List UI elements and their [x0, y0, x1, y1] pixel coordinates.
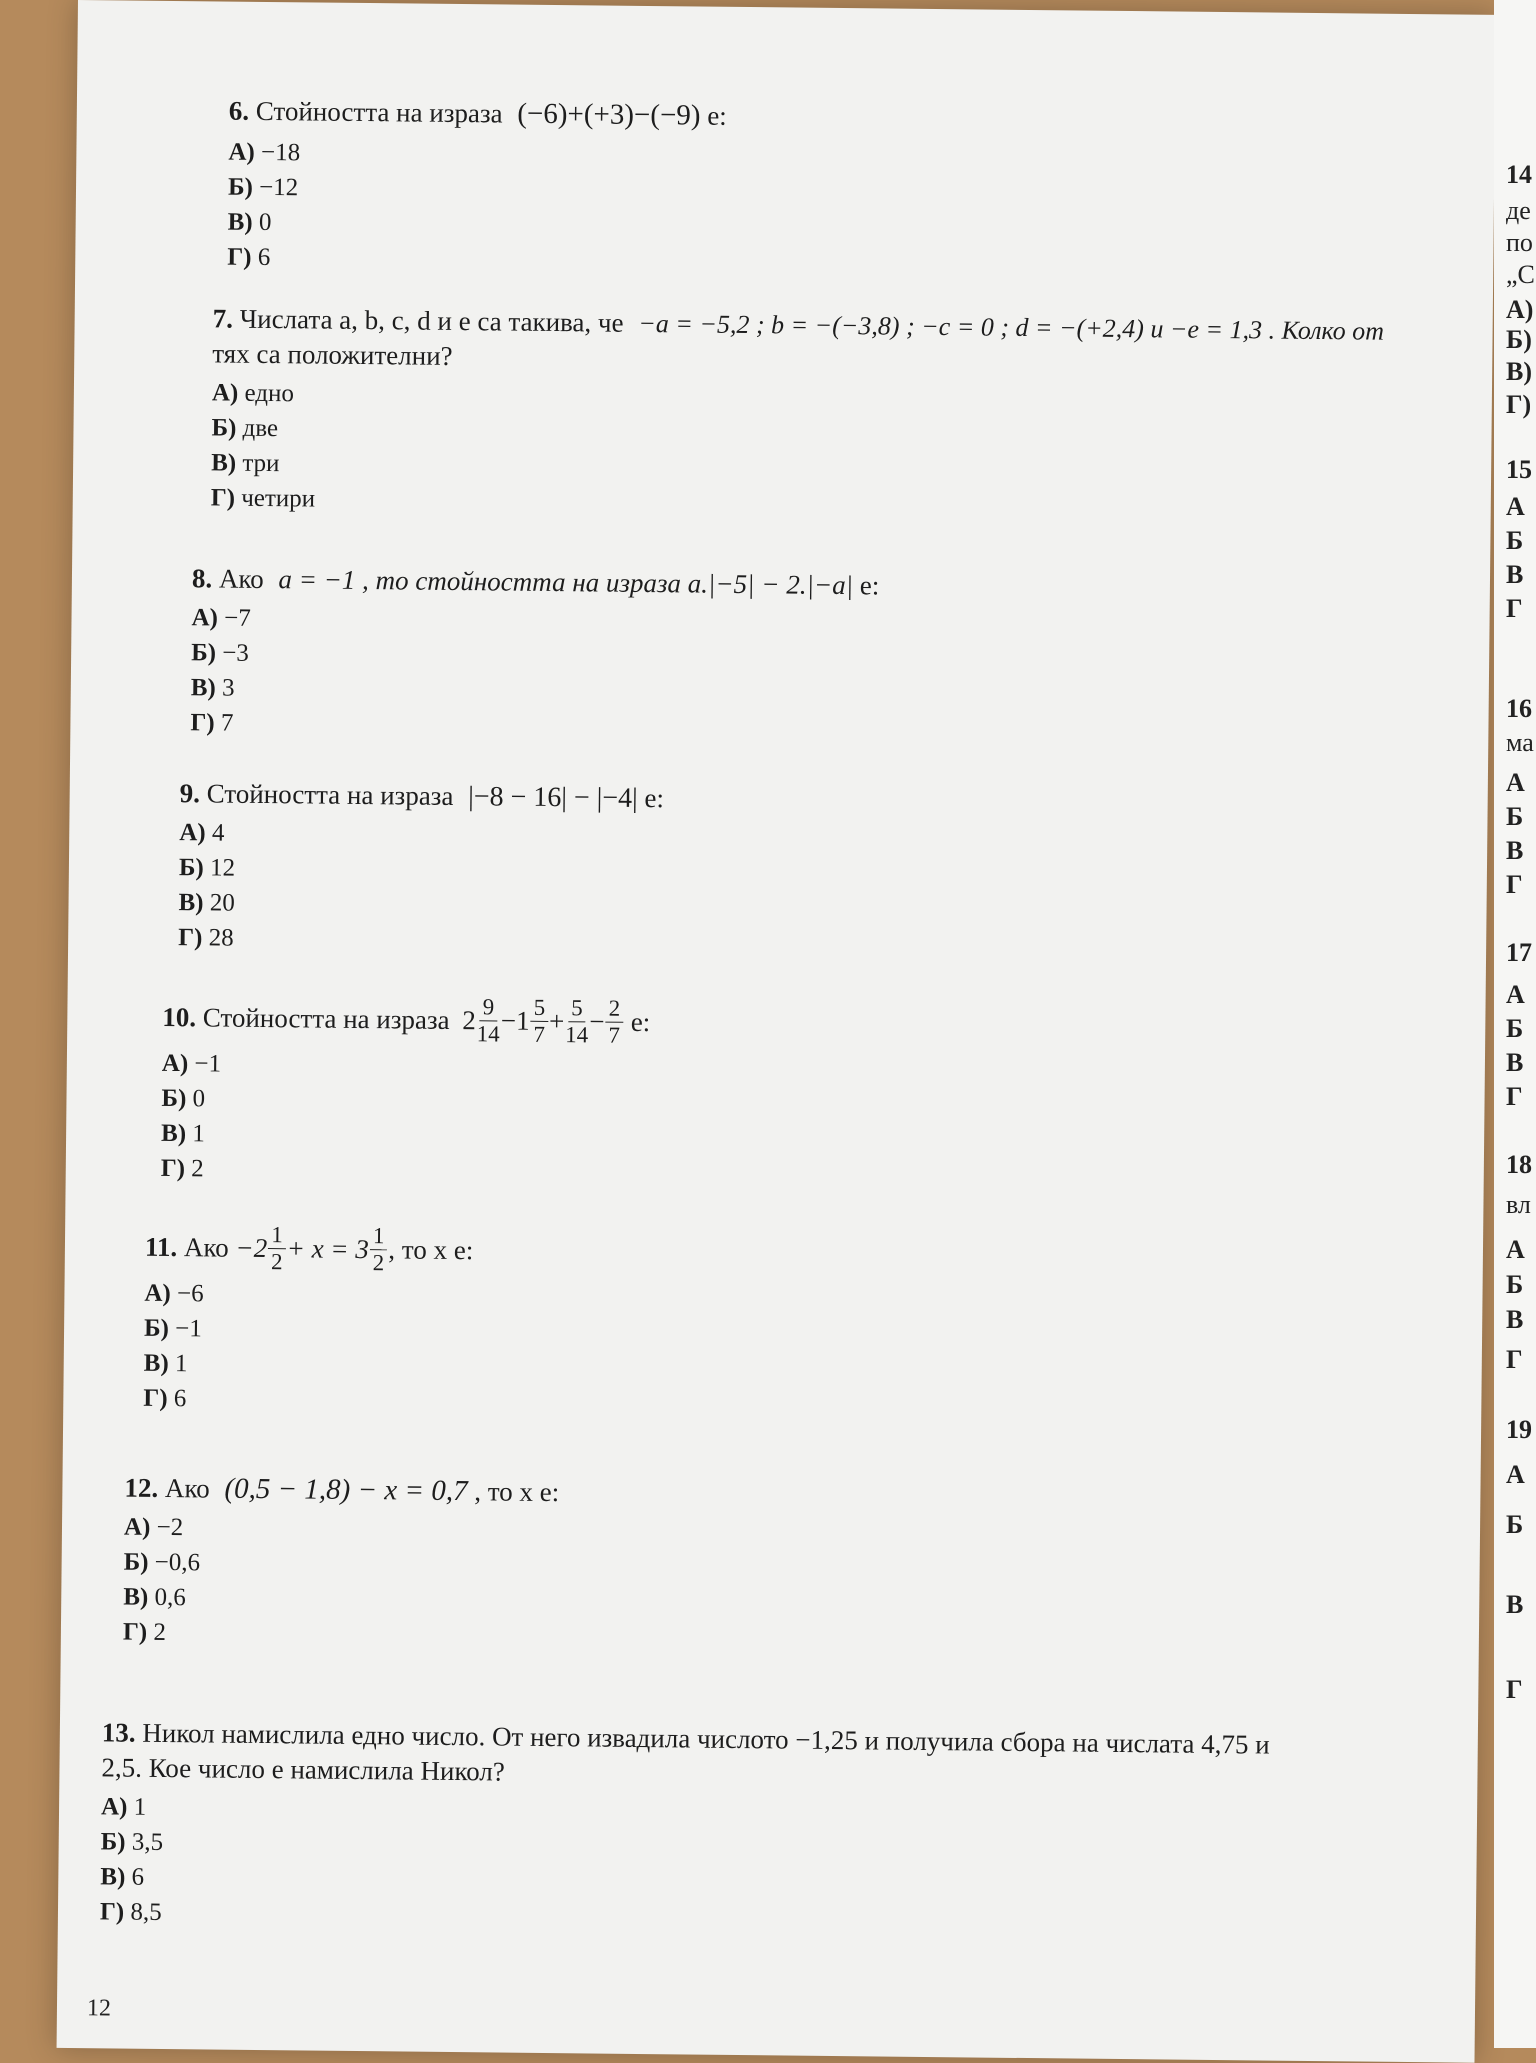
option: Б) −12 — [227, 173, 299, 202]
question-text: Ако — [183, 1232, 229, 1263]
question-8-stem — [192, 561, 880, 603]
fraction: $\frac{1}{2}$ — [268, 1222, 286, 1275]
question-suffix: е: — [644, 782, 665, 814]
math-expression: −2 $\frac{1}{2}$ + x = 3 $\frac{1}{2}$ — [235, 1222, 388, 1277]
math-expression: a = −1 , то стойността на израза a.|−5| − 2.|−a| — [278, 564, 854, 601]
question-number: 10. — [162, 1001, 197, 1033]
facing-page-fragment: Г — [1506, 1082, 1523, 1111]
question-number: 8. — [191, 563, 213, 594]
option: А) −2 — [123, 1513, 184, 1542]
facing-page-fragment: Г — [1506, 594, 1523, 623]
facing-page-fragment: Б) — [1506, 325, 1532, 354]
option: Г) 2 — [122, 1618, 167, 1647]
option: Г) 7 — [190, 709, 234, 737]
question-10 — [161, 991, 651, 1191]
option: Г) 6 — [227, 243, 271, 272]
question-13-line2: 2,5. Кое число е намислила Никол? — [101, 1752, 505, 1787]
question-number: 11. — [144, 1231, 178, 1263]
fraction: $\frac{2}{7}$ — [605, 996, 623, 1049]
facing-page-fragment: Г — [1506, 1345, 1523, 1374]
math-expression: (0,5 − 1,8) − x = 0,7 — [224, 1472, 468, 1508]
facing-page-fragment: де — [1506, 196, 1531, 225]
option: Б) 12 — [178, 854, 236, 882]
facing-page-fragment: „С — [1506, 260, 1535, 289]
question-6 — [227, 94, 727, 280]
option: В) 3 — [190, 674, 235, 702]
question-suffix: е: — [630, 1006, 651, 1038]
facing-page-fragment: В) — [1506, 357, 1532, 386]
math-expression: |−8 − 16| − |−4| — [468, 781, 638, 814]
facing-page-fragment: Б — [1506, 526, 1524, 555]
facing-page-fragment: А) — [1506, 295, 1534, 324]
question-number: 7. — [212, 303, 234, 334]
question-number: 12. — [124, 1472, 159, 1503]
option: В) 0,6 — [123, 1583, 186, 1612]
question-7 — [211, 301, 1493, 528]
question-11 — [143, 1221, 473, 1419]
facing-page-fragment: А — [1506, 768, 1525, 797]
fraction: $\frac{1}{2}$ — [370, 1223, 388, 1276]
option: А) едно — [211, 379, 295, 408]
facing-page-fragment: Г) — [1506, 390, 1532, 419]
option: А) −7 — [191, 604, 251, 632]
question-12 — [123, 1471, 560, 1655]
option: В) три — [211, 449, 280, 478]
question-text: Ако — [218, 563, 264, 594]
fraction: $\frac{5}{14}$ — [565, 995, 589, 1048]
question-text: Стойността на израза — [255, 95, 503, 129]
option: Б) −3 — [191, 639, 250, 667]
option: Г) 6 — [143, 1384, 187, 1413]
option: В) 1 — [160, 1119, 206, 1148]
question-10-stem — [162, 991, 650, 1049]
option: Г) 2 — [160, 1154, 204, 1183]
question-6-stem — [229, 94, 727, 134]
facing-page-fragment: А — [1506, 1460, 1525, 1489]
option: А) −18 — [228, 138, 301, 167]
facing-page-fragment: вл — [1506, 1190, 1531, 1219]
option: В) 0 — [227, 208, 272, 237]
question-13 — [100, 1715, 1452, 1943]
question-number: 13. — [101, 1717, 136, 1748]
question-number: 6. — [228, 95, 250, 126]
question-text: Ако — [164, 1472, 210, 1504]
facing-page-fragment: А — [1506, 1235, 1525, 1264]
facing-page-fragment: В — [1506, 836, 1524, 865]
question-9 — [178, 776, 664, 960]
option: А) 1 — [100, 1793, 147, 1821]
facing-page-fragment: по — [1506, 228, 1533, 257]
option: В) 1 — [143, 1349, 188, 1378]
math-expression: −a = −5,2 ; b = −(−3,8) ; −c = 0 ; d = −(+2,4) и −e = 1,3 . Колко от — [638, 308, 1385, 346]
question-suffix: , то x е: — [474, 1476, 560, 1508]
question-8 — [190, 561, 879, 747]
question-text: Стойността на израза — [202, 1002, 450, 1035]
facing-page-fragment: Б — [1506, 1510, 1524, 1539]
facing-page-fragment: 17 — [1506, 938, 1532, 967]
question-text: Числата a, b, c, d и e са такива, че — [239, 303, 624, 338]
option: Б) 0 — [161, 1084, 206, 1113]
option: В) 20 — [178, 889, 235, 917]
facing-page-fragment: Б — [1506, 1014, 1524, 1043]
facing-page-fragment: В — [1506, 560, 1524, 589]
facing-page-fragment: 14 — [1506, 160, 1532, 189]
facing-page-fragment: А — [1506, 980, 1525, 1009]
option: А) −1 — [161, 1049, 222, 1078]
question-text: Никол намислила едно число. От него извадила числото −1,25 и получила сбора на числата 4,75 и — [142, 1717, 1270, 1760]
option: А) 4 — [179, 819, 225, 847]
facing-page-fragment: 16 — [1506, 694, 1532, 723]
facing-page-fragment: В — [1506, 1590, 1524, 1619]
facing-page-fragment: В — [1506, 1305, 1524, 1334]
option: Б) −1 — [143, 1314, 202, 1343]
option: Б) две — [211, 414, 279, 443]
fraction: $\frac{9}{14}$ — [476, 994, 500, 1047]
math-expression: 2 $\frac{9}{14}$ − 1 $\frac{5}{7}$ + $\frac{5}{14}$ − $\frac{2}{7}$ — [462, 994, 624, 1049]
page-number: 12 — [86, 1995, 112, 2022]
question-suffix: е: — [707, 100, 727, 131]
question-9-stem — [180, 776, 665, 816]
question-7-line2: тях са положителни? — [212, 338, 453, 371]
facing-page-fragment: Б — [1506, 1270, 1524, 1299]
math-expression: (−6)+(+3)−(−9) — [517, 97, 701, 132]
question-11-stem — [145, 1221, 474, 1277]
question-number: 9. — [179, 778, 201, 809]
facing-page-fragment: Б — [1506, 802, 1524, 831]
facing-page-fragment: А — [1506, 492, 1525, 521]
fraction: $\frac{5}{7}$ — [530, 995, 548, 1048]
option: Г) 8,5 — [99, 1898, 162, 1926]
option: Г) четири — [210, 484, 316, 513]
facing-page-fragment: 19 — [1506, 1415, 1532, 1444]
facing-page-fragment: Г — [1506, 870, 1523, 899]
facing-page-fragment: 18 — [1506, 1150, 1532, 1179]
question-suffix: , то x е: — [388, 1234, 474, 1266]
book-page — [57, 0, 1496, 2063]
facing-page-edge — [1494, 0, 1536, 2048]
option: Б) −0,6 — [123, 1548, 201, 1577]
question-suffix: е: — [859, 570, 880, 601]
option: Б) 3,5 — [100, 1828, 164, 1856]
question-12-stem — [124, 1471, 559, 1511]
question-text: Стойността на израза — [206, 778, 454, 811]
facing-page-fragment: В — [1506, 1048, 1524, 1077]
option: В) 6 — [100, 1863, 145, 1891]
option: А) −6 — [144, 1279, 204, 1308]
option: Г) 28 — [178, 924, 234, 952]
facing-page-fragment: Г — [1506, 1675, 1523, 1704]
facing-page-fragment: 15 — [1506, 455, 1532, 484]
facing-page-fragment: ма — [1506, 728, 1534, 757]
